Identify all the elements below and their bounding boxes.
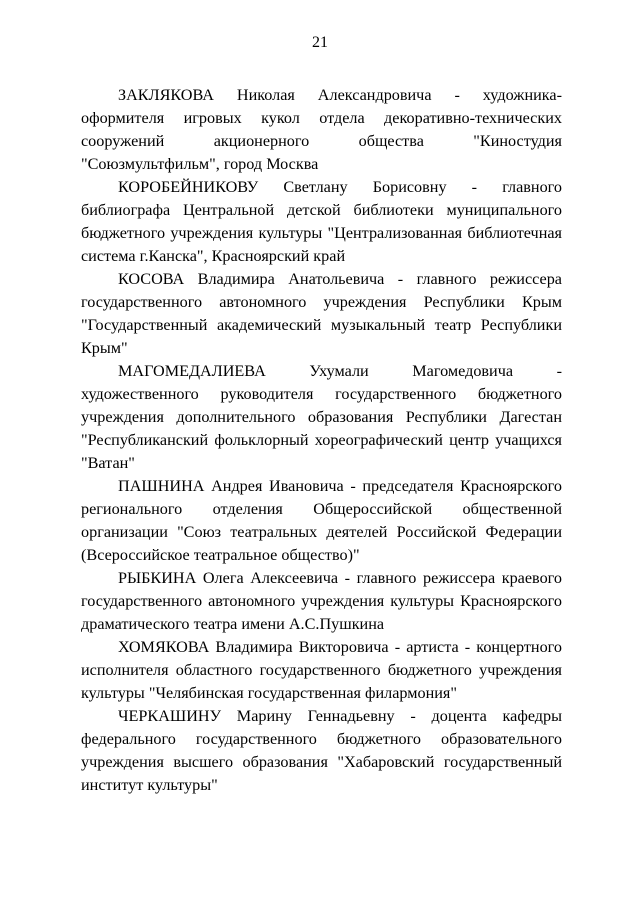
award-entry-magomedaliev: МАГОМЕДАЛИЕВА Ухумали Магомедовича - художественного руководителя государственного бюджетного учреждения дополнительного образования Республики Дагестан "Республиканский фольклорный хореографический центр учащихся "Ватан"	[81, 362, 562, 472]
document-body	[81, 84, 562, 797]
award-entry-kosov: КОСОВА Владимира Анатольевича - главного режиссера государственного автономного учреждения Республики Крым "Государственный академический музыкальный театр Республики Крым"	[81, 270, 562, 357]
award-entry-zaklyakov: ЗАКЛЯКОВА Николая Александровича - художника-оформителя игровых кукол отдела декоративно-технических сооружений акционерного общества "Киностудия "Союзмультфильм", город Москва	[81, 86, 562, 173]
award-entry-cherkashina: ЧЕРКАШИНУ Марину Геннадьевну - доцента кафедры федерального государственного бюджетного образовательного учреждения высшего образования "Хабаровский государственный институт культуры"	[81, 707, 562, 794]
award-entry-pashnin: ПАШНИНА Андрея Ивановича - председателя Красноярского регионального отделения Общероссийской общественной организации "Союз театральных деятелей Российской Федерации (Всероссийское театральное общество)"	[81, 477, 562, 564]
award-entry-khomyakov: ХОМЯКОВА Владимира Викторовича - артиста - концертного исполнителя областного государственного бюджетного учреждения культуры "Челябинская государственная филармония"	[81, 638, 562, 702]
award-entry-rybkin: РЫБКИНА Олега Алексеевича - главного режиссера краевого государственного автономного учреждения культуры Красноярского драматического театра имени А.С.Пушкина	[81, 569, 562, 633]
page-number: 21	[312, 34, 328, 51]
award-entry-korobeynikova: КОРОБЕЙНИКОВУ Светлану Борисовну - главного библиографа Центральной детской библиотеки муниципального бюджетного учреждения культуры "Централизованная библиотечная система г.Канска", Красноярский край	[81, 178, 562, 265]
